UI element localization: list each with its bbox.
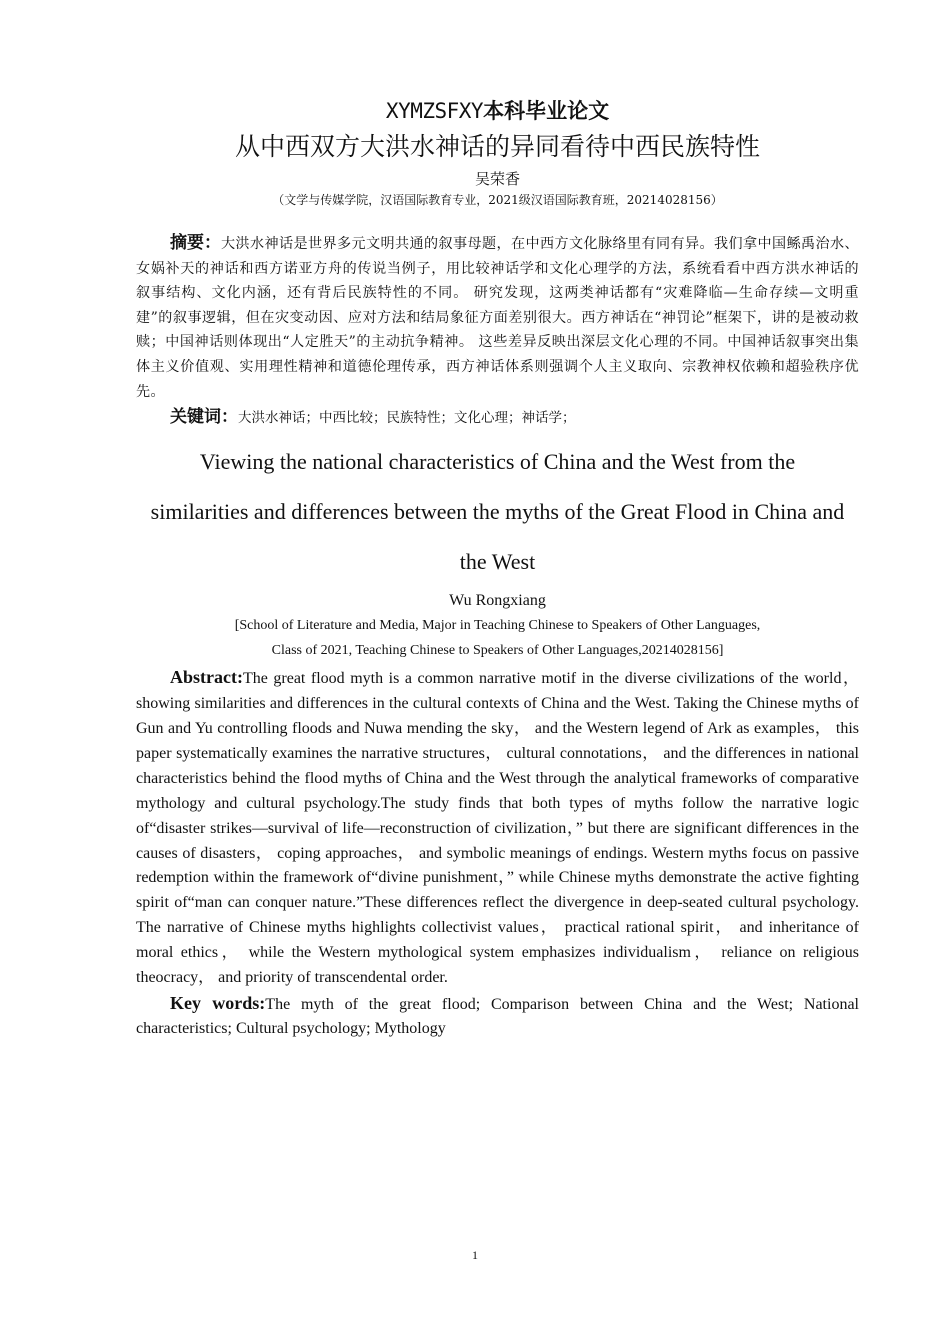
english-keywords (136, 991, 859, 1042)
chinese-title: 从中西双方大洪水神话的异同看待中西民族特性 (234, 132, 760, 161)
english-abstract (136, 665, 859, 991)
english-title-line: similarities and differences between the myths of the Great Flood in China and (150, 499, 845, 525)
chinese-abstract-text: 大洪水神话是世界多元文明共通的叙事母题，在中西方文化脉络里有同有异。我们拿中国鲧禹治水、女娲补天的神话和西方诺亚方舟的传说当例子，用比较神话学和文化心理学的方法，系统看看中西方洪水神话的叙事结构、文化内涵，还有背后民族特性的不同。 研究发现，这两类神话都有“灾难降临—生命存续—文明重建”的叙事逻辑，但在灾变动因、应对方法和结局象征方面差别很大。西方神话在“神罚论”框架下，讲的是被动救赎；中国神话则体现出“人定胜天”的主动抗争精神。 这些差异反映出深层文化心理的不同。中国神话叙事突出集体主义价值观、实用理性精神和道德伦理传承，西方神话体系则强调个人主义取向、宗教神权依赖和超验秩序优先。 (136, 236, 859, 400)
english-affiliation-line: Class of 2021, Teaching Chinese to Speakers of Other Languages,20214028156] (271, 643, 724, 659)
page-number: 1 (472, 1248, 478, 1262)
english-abstract-text: The great flood myth is a common narrative motif in the diverse civilizations of the world， showing similarities and differences in the cultural contexts of China and the West. Taking the Chinese myths of Gun and Yu controlling floods and Nuwa mending the sky， and the Western legend of Ark as examples， this paper systematically examines the narrative structures， cultural connotations， and the differences in national characteristics behind the flood myths of China and the West through the analytical frameworks of comparative mythology and cultural psychology.The study finds that both types of myths follow the narrative logic of“disaster strikes—survival of life—reconstruction of civilization，” but there are significant differences in the causes of disasters， coping approaches， and symbolic meanings of endings. Western myths focus on passive redemption within the framework of“divine punishment，” while Chinese myths demonstrate the active fighting spirit of“man can conquer nature.”These differences reflect the divergence in deep-seated cultural psychology. The narrative of Chinese myths highlights collectivist values， practical rational spirit， and inheritance of moral ethics， while the Western mythological system emphasizes individualism， reliance on religious theocracy， and priority of transcendental order. (136, 670, 860, 987)
series-text: 本科毕业论文 (483, 99, 610, 123)
english-abstract-label: Abstract: (170, 667, 243, 688)
chinese-keywords (136, 404, 859, 431)
thesis-series-header (136, 93, 859, 129)
english-keywords-label: Key words: (170, 992, 266, 1013)
chinese-affiliation: （文学与传媒学院，汉语国际教育专业，2021级汉语国际教育班，20214028156） (272, 193, 723, 207)
chinese-author: 吴荣香 (474, 170, 520, 188)
series-code: XYMZSFXY (385, 99, 484, 123)
english-affiliation-line: [School of Literature and Media, Major in Teaching Chinese to Speakers of Other Languages, (234, 618, 761, 634)
document-page (136, 90, 859, 1042)
english-affiliation (136, 613, 859, 663)
english-title (136, 437, 859, 587)
chinese-keywords-text: 大洪水神话；中西比较；民族特性；文化心理；神话学； (238, 410, 576, 427)
english-title-line: the West (459, 549, 536, 575)
english-author: Wu Rongxiang (449, 592, 546, 610)
chinese-keywords-label: 关键词： (170, 407, 238, 428)
english-title-line: Viewing the national characteristics of China and the West from the (199, 449, 796, 475)
english-keywords-text: The myth of the great flood; Comparison between China and the West; National characteristics; Cultural psychology; Mythology (136, 995, 859, 1038)
chinese-abstract-label: 摘要： (170, 233, 222, 253)
chinese-abstract (136, 231, 859, 404)
